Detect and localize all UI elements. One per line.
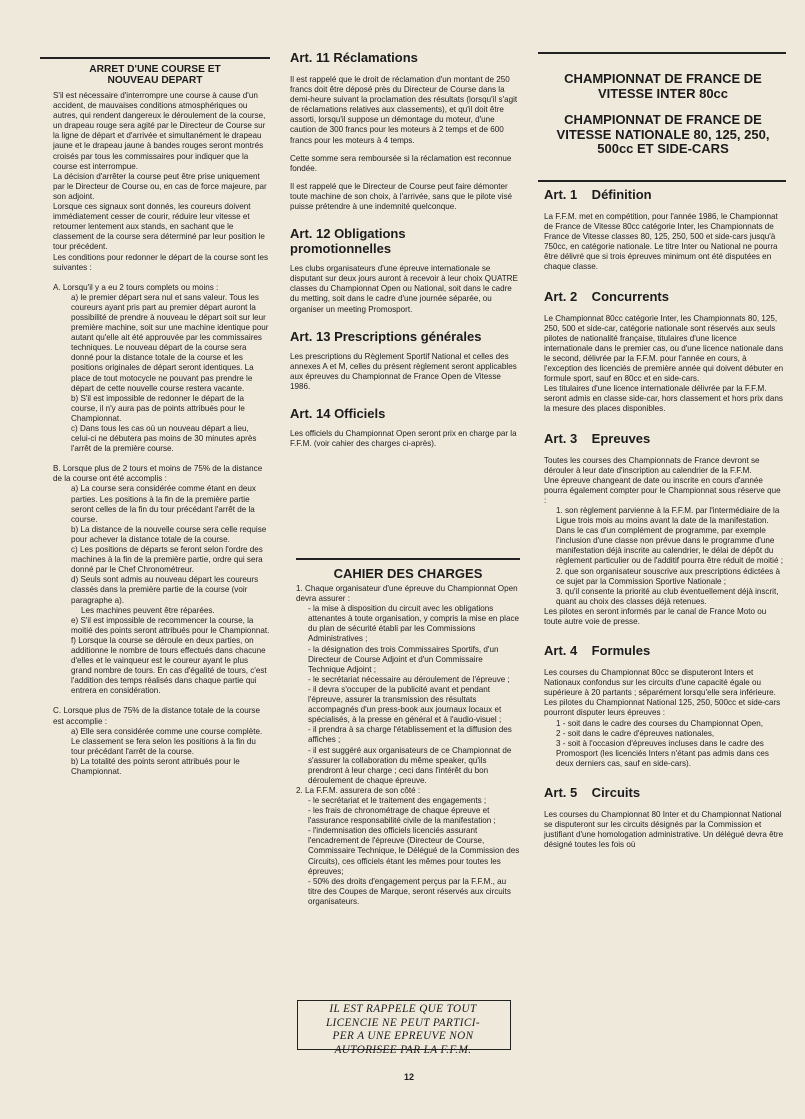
article-heading: Art. 5 Circuits xyxy=(544,785,641,801)
paragraph: Cette somme sera remboursée si la réclamation est reconnue fondée. xyxy=(290,153,512,173)
list-item: 1 - soit dans le cadre des courses du Championnat Open, xyxy=(556,718,763,728)
list-item: - le secrétariat et le traitement des engagements ; xyxy=(308,795,487,805)
list-item: - 50% des droits d'engagement perçus par la F.F.M., au titre des Coupes de Marque, seront réservés aux circuits organisateurs. xyxy=(308,876,511,906)
list-item: - le secrétariat nécessaire au déroulement de l'épreuve ; xyxy=(308,674,510,684)
section-rule-bottom xyxy=(538,180,786,182)
list-item: c) Les positions de départs se feront selon l'ordre des machines à la fin de la première partie, ordre qui sera donné par le Chef Chronométreur. xyxy=(71,545,263,575)
paragraph: Les titulaires d'une licence internationale délivrée par la F.F.M. seront admis en classe side-car, hors classement et hors prix dans la mesure des places disponibles. xyxy=(544,384,783,414)
article-heading: Art. 13 Prescriptions générales xyxy=(290,328,482,344)
article-heading: Art. 14 Officiels xyxy=(290,405,386,421)
paragraph: Toutes les courses des Championnats de France devront se dérouler à leur date d'inscription au calendrier de la F.F.M. xyxy=(544,455,760,475)
list-item: 1. son règlement parvienne à la F.F.M. par l'intermédiaire de la Ligue trois mois au moins avant la date de la manifestation. Dans le cas d'un complément de programme, par exemple l'inclusion d'une classe non prévue dans le programme d'une manifestation déjà inscrite au calendrier, le délai de dépôt du règlement particulier ou de l'additif pourra être réduit de moitié ; xyxy=(556,505,783,566)
paragraph: La décision d'arrêter la course peut être prise uniquement par le Directeur de Course ou, en cas de force majeure, par son adjoint. xyxy=(53,171,267,201)
paragraph: La F.F.M. met en compétition, pour l'année 1986, le Championnat de France de Vitesse 80cc catégorie Inter, les Championnats de France de Vitesse classes 80, 125, 250, 500 et side-cars jusqu'à 750cc, en catégorie nationale. Le titre Inter ou National ne pourra être délivré que si trois épreuves minimum ont été disputées en chaque classe. xyxy=(544,212,778,272)
paragraph: Le Championnat 80cc catégorie Inter, les Championnats 80, 125, 250, 500 et side-car, catégorie nationale sont réservés aux seuls pilotes de nationalité française, titulaires d'une licence internationale dans le premier cas, ou d'une licence nationale dans le second, délivrée par la F.F.M. pour l'année en cours, à l'exception des licenciés de première année qui doivent débuter en formule sport, sauf en 80cc et en side-cars. xyxy=(544,313,784,384)
list-head: C. Lorsque plus de 75% de la distance totale de la course est accomplie : xyxy=(53,706,260,726)
paragraph: Les prescriptions du Règlement Sportif National et celles des annexes A et M, celles du présent règlement seront applicables aux épreuves du Championnat de France Open de Vitesse 1986. xyxy=(290,351,517,391)
list-item: 3. qu'il consente la priorité au club éventuellement déjà inscrit, quant au choix des classes déjà retenues. xyxy=(556,586,779,606)
article-heading: Art. 4 Formules xyxy=(544,643,651,659)
article-heading: Art. 11 Réclamations xyxy=(290,50,418,65)
paragraph: Lorsque ces signaux sont donnés, les coureurs doivent immédiatement cesser de courir, réduire leur vitesse et retourner lentement aux stands, en sachant que le classement de la course sera déterminé par leur position le tour précédent. xyxy=(53,202,265,252)
list-item: 2 - soit dans le cadre d'épreuves nationales, xyxy=(556,728,715,738)
list-head: 1. Chaque organisateur d'une épreuve du Championnat Open devra assurer : xyxy=(296,584,518,604)
list-item: a) le premier départ sera nul et sans valeur. Tous les coureurs ayant pris part au premier départ auront la possibilité de prendre à nouveau le départ soit sur leur première machine, soit sur une machine identique pour autant qu'elle ait été approuvée par les commissaires techniques. Le nouveau départ de la course sera donné pour la distance totale de la course et les positions originales de départ seront identiques. La place de tout motocycle ne pouvant pas prendre le départ de cette nouvelle course restera vacante. xyxy=(71,292,269,393)
list-item: - il devra s'occuper de la publicité avant et pendant l'épreuve, assurer la transmission des résultats accompagnés d'un press-book aux journaux locaux et spécialisés, à la presse en général et à l'audio-visuel ; xyxy=(308,684,502,725)
list-item: Les machines peuvent être réparées. xyxy=(81,605,215,615)
paragraph: Les officiels du Championnat Open seront prix en charge par la F.F.M. (voir cahier des charges ci-après). xyxy=(290,428,517,449)
list-item: - l'indemnisation des officiels licenciés assurant l'encadrement de l'épreuve (Directeur de Course, Commissaire Technique, le Délégué de la Commission des Circuits), ces officiels étant les mêmes pour toutes les épreuves; xyxy=(308,826,520,876)
list-head: 2. La F.F.M. assurera de son côté : xyxy=(296,785,421,795)
cahier-body xyxy=(296,584,520,907)
article-heading: Art. 2 Concurrents xyxy=(544,288,669,304)
championship-title-inter: CHAMPIONNAT DE FRANCE DE VITESSE INTER 80cc xyxy=(564,71,762,101)
paragraph: S'il est nécessaire d'interrompre une course à cause d'un accident, de mauvaises conditions atmosphériques ou autres, qui rendent dangereux le déroulement de la course, un drapeau rouge sera agité par le Directeur de Course sur la ligne de départ et d'arrivée et simultanément le drapeau jaune et le drapeau jaune à bandes rouges seront montrés croisés par tous les commissaires pour indiquer que la course est interrompue. xyxy=(53,91,266,171)
list-item: e) S'il est impossible de recommencer la course, la moitié des points seront attribués pour le Championnat. xyxy=(71,615,270,635)
section-title-cahier: CAHIER DES CHARGES xyxy=(333,566,483,581)
paragraph: Il est rappelé que le droit de réclamation d'un montant de 250 francs doit être déposé près du Directeur de Course dans la demi-heure suivant la proclamation des résultats (lorsqu'il s'agit de réclamations relatives aux classements), et qu'il doit être assorti, lorsqu'il suppose un démontage du moteur, d'une caution de 300 francs pour les moteurs à 2 temps et de 600 francs pour les moteurs à 4 temps. xyxy=(290,75,518,145)
list-item: c) Dans tous les cas où un nouveau départ a lieu, celui-ci ne débutera pas moins de 30 minutes après l'arrêt de la première course. xyxy=(71,424,257,454)
list-item: f) Lorsque la course se déroule en deux parties, on additionne le nombre de tours effectués dans chacune d'elles et le vainqueur est le coureur ayant le plus grand nombre de tours. En cas d'égalité de tours, c'est l'addition des temps réalisés dans chaque partie qui entrera en considération. xyxy=(71,635,267,696)
paragraph: Les clubs organisateurs d'une épreuve internationale se disputant sur deux jours auront à recevoir à leur choix QUATRE classes du Championnat Open ou National, soit dans le cadre du metting, soit dans le cadre d'une journée séparée, ou organiser un meeting Promosport. xyxy=(290,264,518,314)
col3-body xyxy=(544,187,784,850)
list-item: 3 - soit à l'occasion d'épreuves incluses dans le cadre des Promosport (les licenciés Inters n'étant pas admis dans ces deux derniers cas, sauf en side-cars). xyxy=(556,738,769,768)
list-item: a) La course sera considérée comme étant en deux parties. Les positions à la fin de la première partie seront celles de la fin du tour précédant l'arrêt de la course. xyxy=(71,484,256,524)
article-heading: Art. 3 Epreuves xyxy=(544,430,651,446)
list-item: 2. que son organisateur souscrive aux prescriptions édictées à ce sujet par la Commission Sportive Nationale ; xyxy=(556,566,781,586)
list-head: B. Lorsque plus de 2 tours et moins de 75% de la distance de la course ont été accomplis : xyxy=(53,464,263,484)
article-heading: Art. 12 Obligations promotionnelles xyxy=(290,226,406,257)
page-number: 12 xyxy=(404,1072,415,1082)
list-item: - il prendra à sa charge l'établissement et la diffusion des affiches ; xyxy=(308,725,512,745)
list-item: b) La distance de la nouvelle course sera celle requise pour achever la distance totale de la course. xyxy=(71,524,267,544)
article-heading: Art. 1 Définition xyxy=(544,187,652,202)
list-item: - les frais de chronométrage de chaque épreuve et l'assurance responsabilité civile de la manifestation ; xyxy=(308,806,496,826)
list-item: - il est suggéré aux organisateurs de ce Championnat de s'assurer la collaboration du même speaker, qu'ils prendront à leur charge ; ceci dans l'intérêt du bon déroulement de chaque épreuve. xyxy=(308,745,512,785)
paragraph: Une épreuve changeant de date ou inscrite en cours d'année pourra également compter pour le Championnat sous réserve que : xyxy=(544,475,781,505)
section-title-arret: ARRET D'UNE COURSE ET NOUVEAU DEPART xyxy=(89,64,221,86)
callout-text: IL EST RAPPELE QUE TOUT LICENCIE NE PEUT PARTICI- PER A UNE EPREUVE NON AUTORISEE PAR LA F.F.M. xyxy=(325,1003,481,1056)
championship-title-nationale: CHAMPIONNAT DE FRANCE DE VITESSE NATIONALE 80, 125, 250, 500cc ET SIDE-CARS xyxy=(556,112,770,156)
paragraph: Les pilotes en seront informés par le canal de France Moto ou toute autre voie de presse. xyxy=(544,606,767,626)
list-item: a) Elle sera considérée comme une course complète. Le classement se fera selon les positions à la fin du tour précédant l'arrêt de la course. xyxy=(71,726,263,756)
list-item: b) S'il est impossible de redonner le départ de la course, il n'y aura pas de points attribués pour le Championnat. xyxy=(71,393,245,423)
list-item: b) La totalité des points seront attribués pour le Championnat. xyxy=(71,756,240,776)
list-item: - la désignation des trois Commissaires Sportifs, d'un Directeur de Course Adjoint et d'un Commissaire Technique Adjoint ; xyxy=(308,644,499,674)
paragraph: Les courses du Championnat 80cc se disputeront Inters et Nationaux confondus sur les circuits d'une capacité égale ou supérieure à 20 partants ; séparément lorsqu'elle sera inférieure. Les pilotes du Championnat National 125, 250, 500cc et side-cars pourront disputer leurs épreuves : xyxy=(544,668,781,718)
list-item: d) Seuls sont admis au nouveau départ les coureurs classés dans la première partie de la course (voir paragraphe a). xyxy=(71,575,259,605)
col2-body xyxy=(290,50,520,449)
paragraph: Il est rappelé que le Directeur de Course peut faire démonter toute machine de son choix, à l'arrivée, sans que le pilote visé puisse prétendre à une indemnité quelconque. xyxy=(290,181,513,212)
paragraph: Les courses du Championnat 80 Inter et du Championnat National se disputeront sur les circuits désignés par la Commission et justifiant d'une homologation administrative. Un délégué devra être désigné toutes les fois où xyxy=(544,810,784,850)
list-item: - la mise à disposition du circuit avec les obligations attenantes à toute organisation, y compris la mise en place du plan de sécurité établi par les Commissions Administratives ; xyxy=(308,604,520,644)
paragraph: Les conditions pour redonner le départ de la course sont les suivantes : xyxy=(53,252,269,272)
section-rule-top xyxy=(296,558,520,560)
list-head: A. Lorsqu'il y a eu 2 tours complets ou moins : xyxy=(53,282,219,292)
col1-body xyxy=(53,91,270,777)
